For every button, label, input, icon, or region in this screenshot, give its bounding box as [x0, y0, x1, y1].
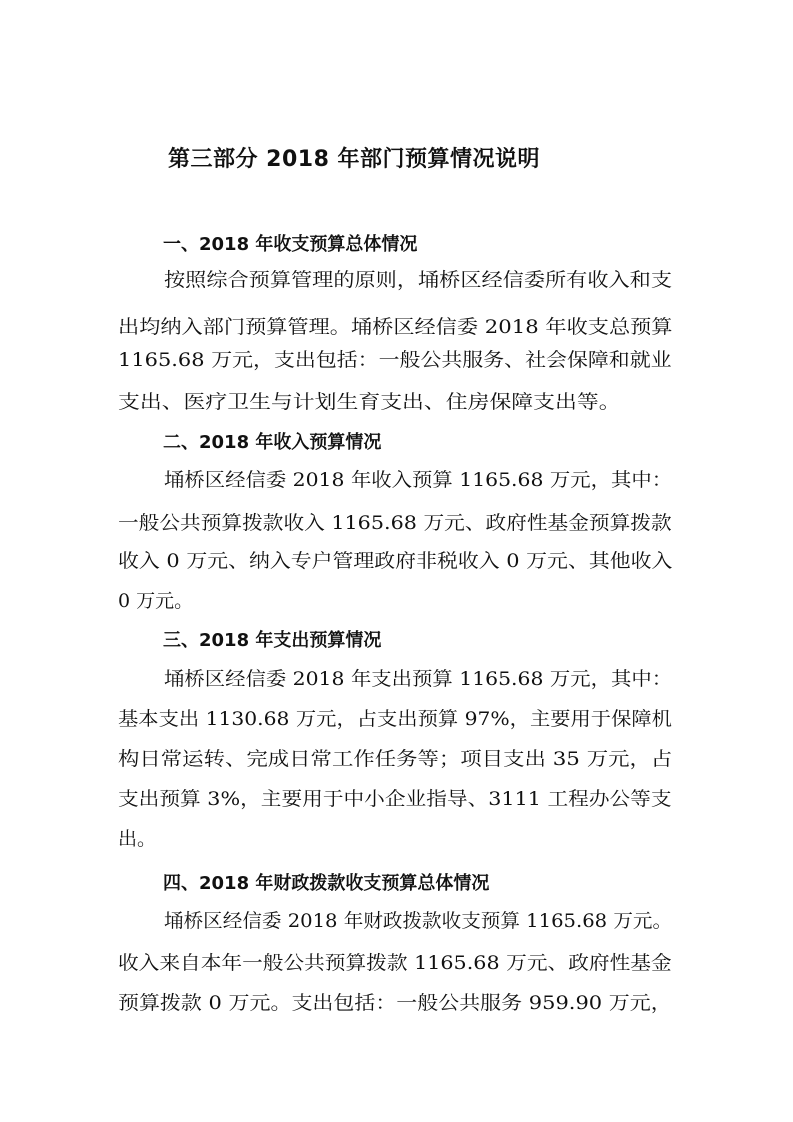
paragraph-line: 收入来自本年一般公共预算拨款 1165.68 万元、政府性基金: [118, 952, 672, 974]
paragraph-line: 一般公共预算拨款收入 1165.68 万元、政府性基金预算拨款: [118, 512, 672, 534]
section-heading-1: 一、2018 年收支预算总体情况: [163, 234, 418, 255]
paragraph-line: 0 万元。: [118, 590, 194, 612]
paragraph-line: 预算拨款 0 万元。支出包括：一般公共服务 959.90 万元，: [118, 992, 672, 1014]
paragraph-line: 构日常运转、完成日常工作任务等；项目支出 35 万元，占: [118, 748, 673, 770]
section-heading-4: 四、2018 年财政拨款收支预算总体情况: [163, 873, 490, 894]
paragraph-line: 收入 0 万元、纳入专户管理政府非税收入 0 万元、其他收入: [118, 550, 673, 572]
paragraph-line: 埇桥区经信委 2018 年财政拨款收支预算 1165.68 万元。: [164, 910, 673, 932]
paragraph-line: 出均纳入部门预算管理。埇桥区经信委 2018 年收支总预算: [118, 316, 673, 338]
paragraph-line: 埇桥区经信委 2018 年收入预算 1165.68 万元，其中：: [164, 469, 673, 491]
paragraph-line: 按照综合预算管理的原则，埇桥区经信委所有收入和支: [164, 269, 673, 291]
paragraph-line: 支出预算 3%，主要用于中小企业指导、3111 工程办公等支: [118, 788, 672, 810]
paragraph-line: 埇桥区经信委 2018 年支出预算 1165.68 万元，其中：: [164, 668, 673, 690]
document-title: 第三部分 2018 年部门预算情况说明: [168, 147, 541, 172]
paragraph-line: 1165.68 万元，支出包括：一般公共服务、社会保障和就业: [118, 349, 672, 371]
paragraph-line: 出。: [118, 828, 157, 850]
paragraph-line: 基本支出 1130.68 万元，占支出预算 97%，主要用于保障机: [118, 708, 672, 730]
section-heading-3: 三、2018 年支出预算情况: [163, 630, 382, 651]
paragraph-line: 支出、医疗卫生与计划生育支出、住房保障支出等。: [118, 391, 621, 413]
section-heading-2: 二、2018 年收入预算情况: [163, 432, 382, 453]
